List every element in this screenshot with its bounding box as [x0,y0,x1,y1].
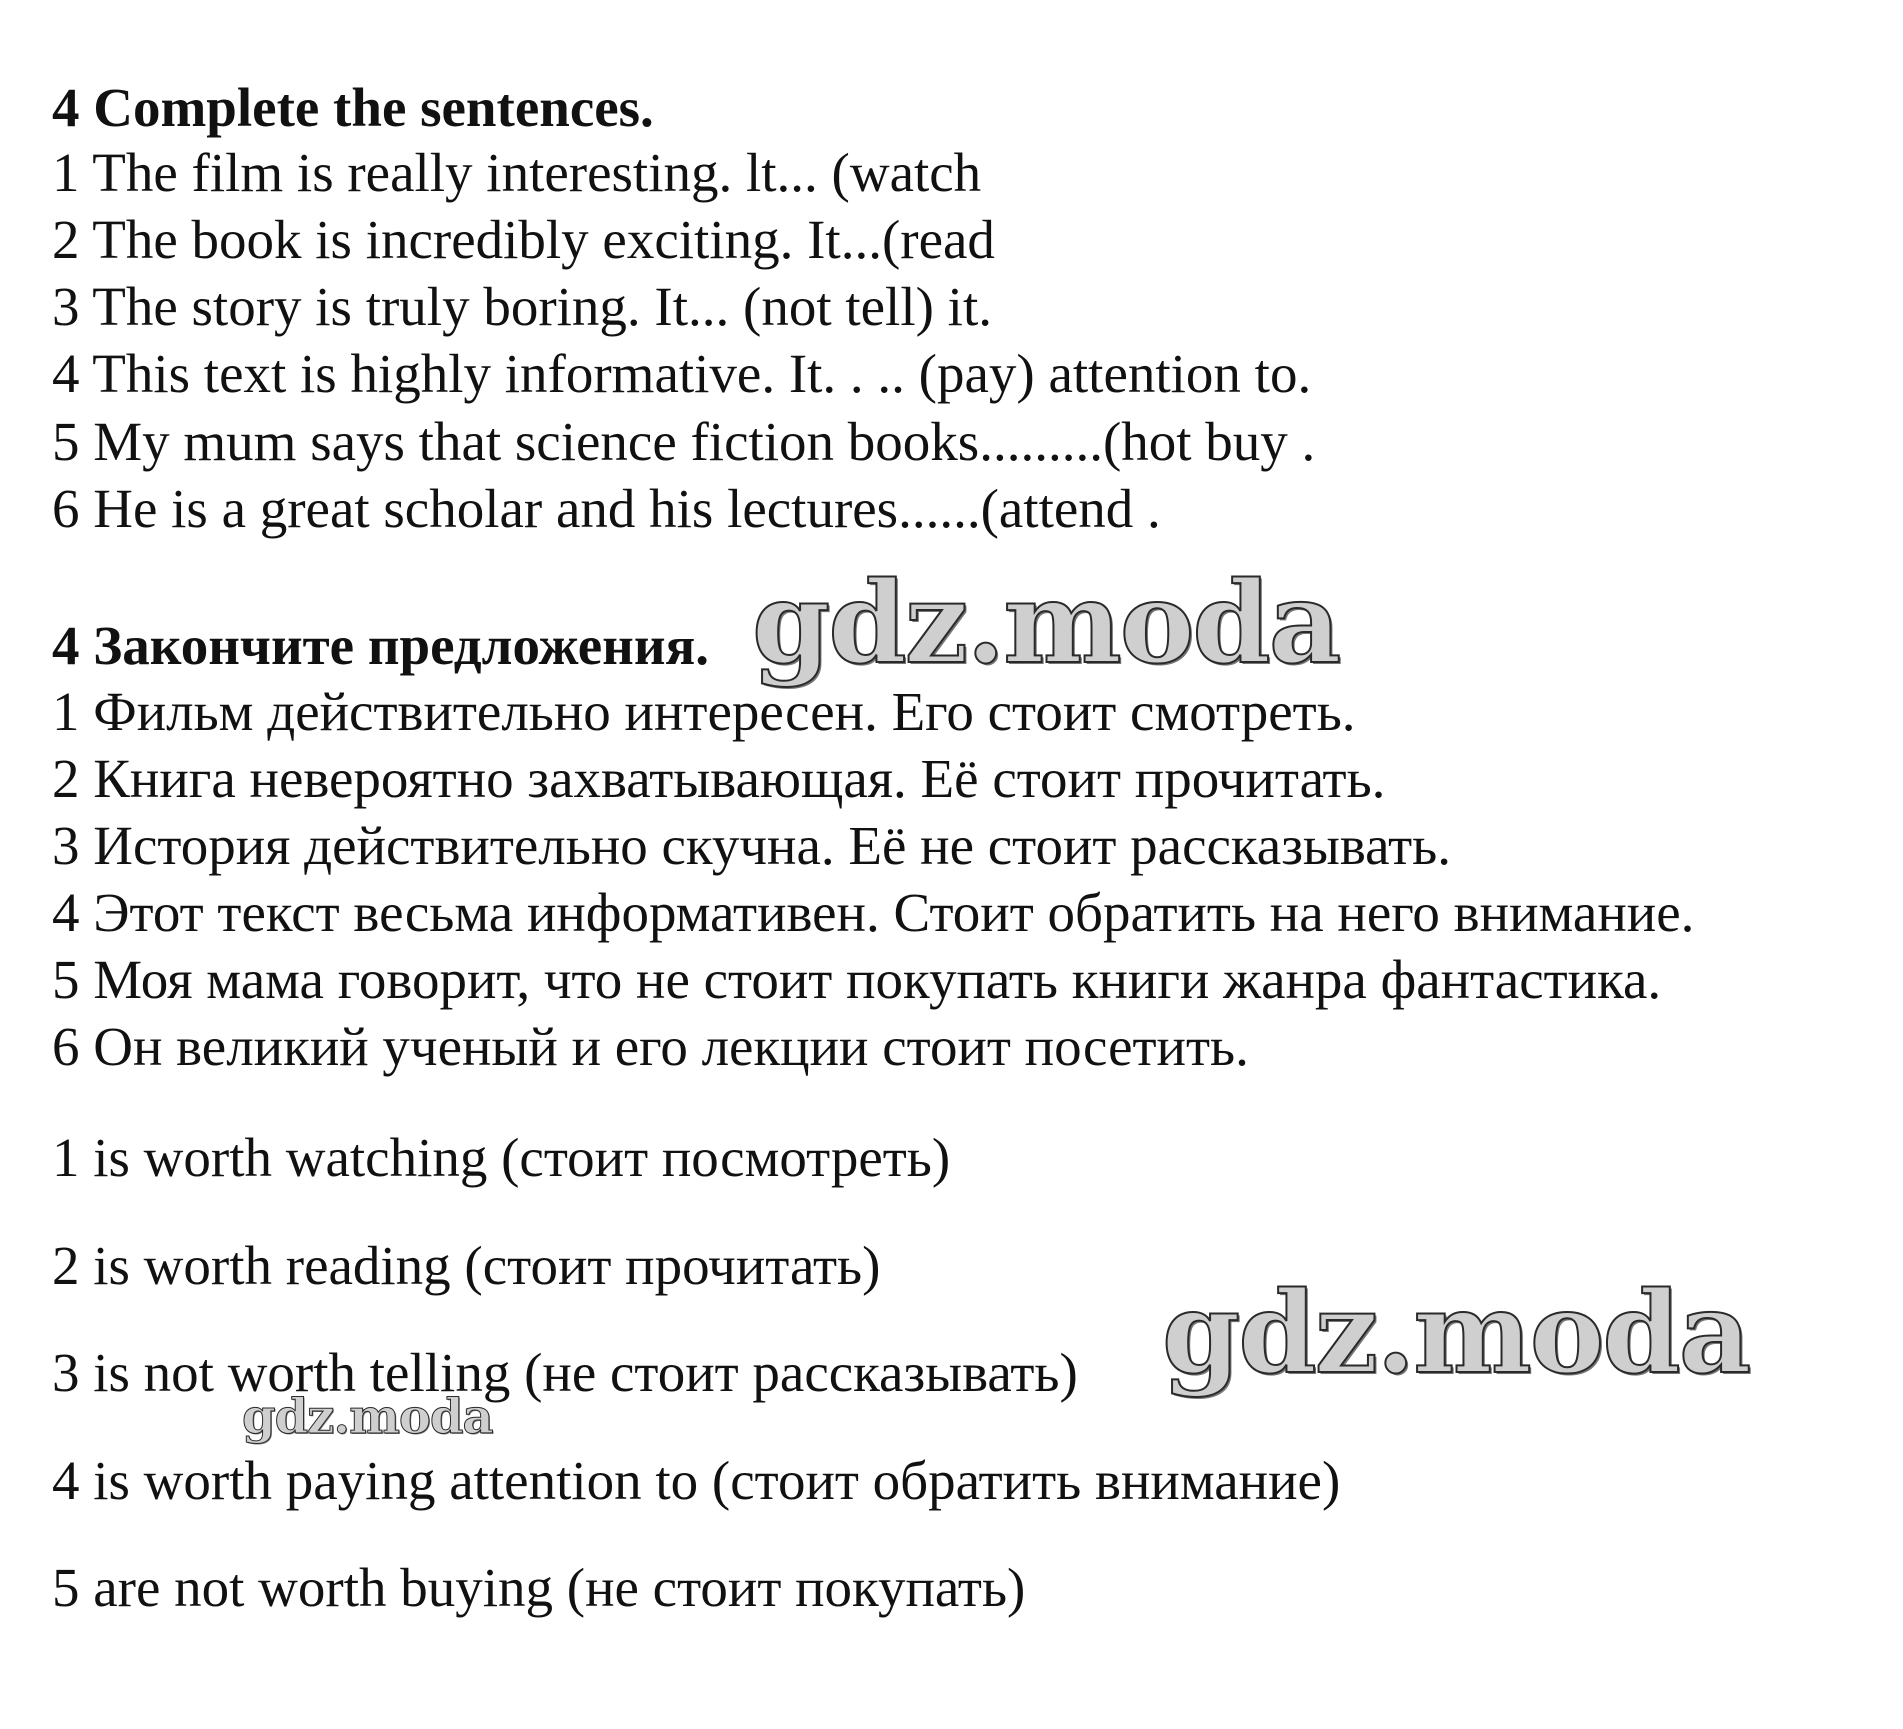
answer-1: 1 is worth watching (стоит посмотреть) [52,1127,951,1188]
english-item-6: 6 He is a great scholar and his lectures......(attend . [52,478,1161,539]
russian-item-5: 5 Моя мама говорит, что не стоит покупать книги жанра фантастика. [52,949,1662,1010]
russian-item-4: 4 Этот текст весьма информативен. Стоит обратить на него внимание. [52,882,1695,943]
russian-item-6: 6 Он великий ученый и его лекции стоит посетить. [52,1016,1249,1077]
english-item-4: 4 This text is highly informative. It. . .. (pay) attention to. [52,343,1312,404]
answer-5: 5 are not worth buying (не стоит покупать) [52,1557,1026,1618]
english-item-5: 5 My mum says that science fiction books.........(hot buy . [52,411,1316,472]
watermark-logo: gdz.moda [242,1389,493,1445]
watermark-logo: gdz.moda [1162,1268,1750,1399]
answer-3: 3 is not worth telling (не стоит рассказывать) [52,1342,1078,1403]
russian-heading: 4 Закончите предложения. [52,615,710,676]
russian-item-1: 1 Фильм действительно интересен. Его стоит смотреть. [52,681,1356,742]
english-item-3: 3 The story is truly boring. It... (not tell) it. [52,276,992,337]
answer-4: 4 is worth paying attention to (стоит обратить внимание) [52,1450,1341,1511]
watermark-logo: gdz.moda [752,558,1340,689]
english-heading: 4 Complete the sentences. [52,77,654,138]
russian-item-3: 3 История действительно скучна. Её не стоит рассказывать. [52,815,1451,876]
english-item-1: 1 The film is really interesting. lt... (watch [52,142,982,203]
english-item-2: 2 The book is incredibly exciting. It...(read [52,209,995,270]
russian-item-2: 2 Книга невероятно захватывающая. Её стоит прочитать. [52,748,1386,809]
answer-2: 2 is worth reading (стоит прочитать) [52,1235,881,1296]
